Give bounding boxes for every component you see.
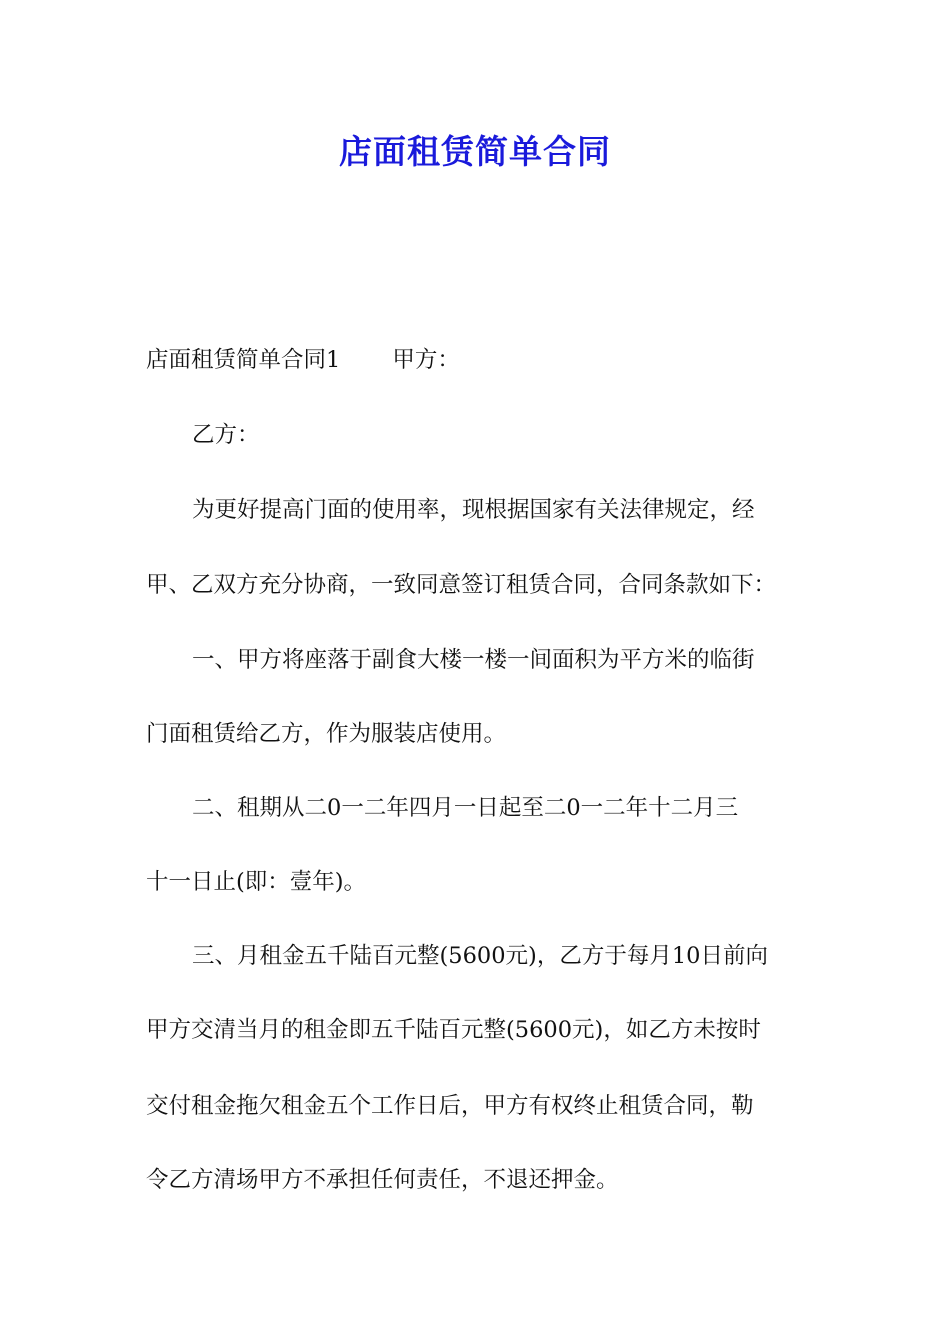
paragraph-line-9: 三、月租金五千陆百元整(5600元)，乙方于每月10日前向 — [192, 943, 768, 969]
party-b-label: 乙方： — [192, 422, 260, 448]
party-a-label: 甲方： — [392, 347, 460, 373]
paragraph-line-11: 交付租金拖欠租金五个工作日后，甲方有权终止租赁合同，勒 — [146, 1093, 754, 1119]
paragraph-line-3: 为更好提高门面的使用率，现根据国家有关法律规定，经 — [192, 497, 755, 523]
paragraph-line-1 — [146, 340, 460, 380]
paragraph-line-4: 甲、乙双方充分协商，一致同意签订租赁合同，合同条款如下： — [146, 572, 777, 598]
contract-subtitle: 店面租赁简单合同1 — [146, 347, 341, 373]
paragraph-line-5: 一、甲方将座落于副食大楼一楼一间面积为平方米的临街 — [192, 647, 755, 673]
paragraph-line-7: 二、租期从二0一二年四月一日起至二0一二年十二月三 — [192, 795, 739, 821]
paragraph-line-6: 门面租赁给乙方，作为服装店使用。 — [146, 721, 507, 747]
paragraph-line-12: 令乙方清场甲方不承担任何责任，不退还押金。 — [146, 1167, 619, 1193]
document-title: 店面租赁简单合同 — [339, 132, 611, 171]
paragraph-line-8: 十一日止(即：壹年)。 — [146, 869, 367, 895]
paragraph-line-10: 甲方交清当月的租金即五千陆百元整(5600元)，如乙方未按时 — [146, 1017, 761, 1043]
